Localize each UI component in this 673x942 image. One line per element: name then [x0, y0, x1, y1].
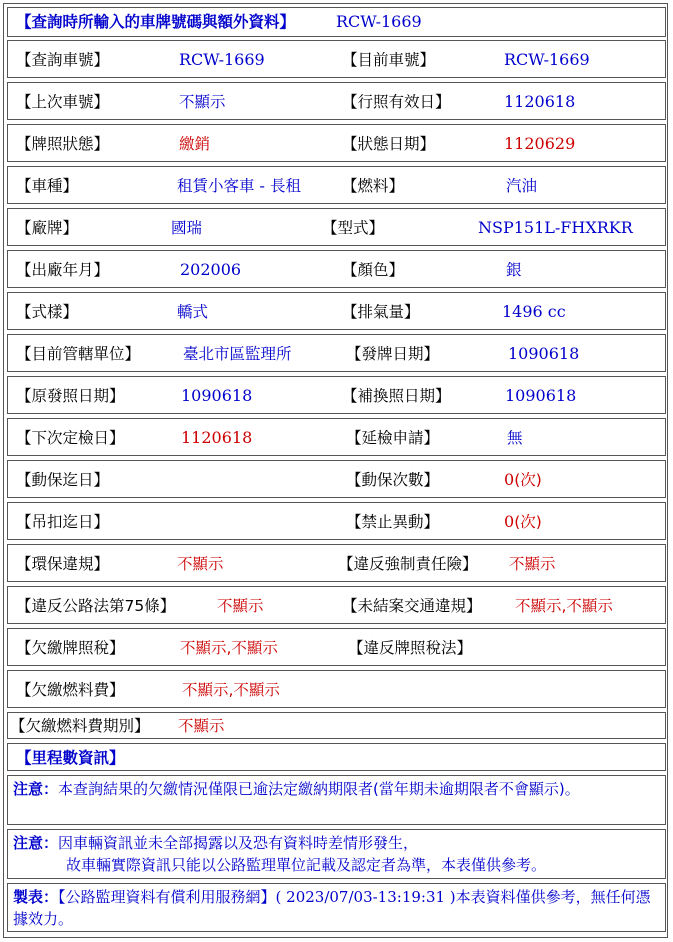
field-label: 【式樣】: [16, 303, 79, 321]
field-value: 202006: [180, 260, 242, 279]
field-label: 【欠繳燃料費】: [16, 681, 125, 699]
info-row: [7, 334, 666, 372]
field-label: 【禁止異動】: [346, 513, 440, 531]
info-row: [7, 544, 666, 582]
note-line: 因車輛資訊並未全部揭露以及恐有資料時差情形發生，: [58, 834, 419, 852]
field-label: 【補換照日期】: [342, 387, 451, 405]
field-value: 1090618: [505, 386, 577, 405]
field-value: 臺北市區監理所: [183, 345, 292, 363]
info-row: [7, 376, 666, 414]
field-value: 轎式: [177, 303, 209, 321]
field-value: 無: [507, 429, 523, 447]
field-value: 汽油: [506, 177, 538, 195]
info-row: [7, 250, 666, 288]
count-value: 0: [504, 470, 515, 489]
field-label: 【狀態日期】: [342, 135, 436, 153]
footer-prefix: 製表：: [13, 888, 59, 906]
field-label: 【型式】: [322, 219, 385, 237]
info-row: [7, 418, 666, 456]
footer-source: 【公路監理資料有償利用服務網】: [58, 888, 276, 906]
footer-text: [13, 886, 661, 930]
header-title: 【查詢時所輸入的車牌號碼與額外資料】: [16, 13, 296, 31]
info-row: [7, 208, 666, 246]
field-label: 【上次車號】: [16, 93, 110, 111]
info-row: [7, 502, 666, 540]
field-label: 【違反牌照稅法】: [348, 639, 473, 657]
note-prefix: 注意：: [13, 834, 59, 852]
field-label: 【車種】: [16, 177, 79, 195]
field-label: 【查詢車號】: [16, 51, 110, 69]
field-label: 【違反公路法第75條】: [16, 597, 176, 615]
field-label: 【顏色】: [342, 261, 405, 279]
field-value: [504, 470, 542, 490]
field-label: 【目前車號】: [342, 51, 436, 69]
info-row: [7, 712, 666, 739]
field-label: 【燃料】: [342, 177, 405, 195]
count-unit: (次): [514, 471, 542, 489]
field-label: 【下次定檢日】: [16, 429, 125, 447]
field-value: 繳銷: [179, 135, 211, 153]
header-plate: RCW-1669: [336, 12, 422, 31]
field-value: 不顯示: [217, 597, 264, 615]
field-value: 1120618: [181, 428, 253, 447]
info-row: [7, 82, 666, 120]
field-value: 不顯示,不顯示: [515, 597, 613, 615]
mileage-title: 【里程數資訊】: [16, 749, 125, 767]
field-value: RCW-1669: [179, 50, 265, 69]
report-header: [7, 7, 666, 37]
field-value: 國瑞: [171, 219, 203, 237]
field-value: 不顯示,不顯示: [180, 639, 278, 657]
note-1: [7, 775, 666, 825]
field-value: RCW-1669: [504, 50, 590, 69]
info-row: [7, 292, 666, 330]
field-label: 【動保次數】: [346, 471, 440, 489]
note-prefix: 注意：: [13, 780, 59, 798]
note-line: 故車輛實際資訊只能以公路監理單位記載及認定者為準，本表僅供參考。: [66, 856, 547, 874]
field-label: 【違反強制責任險】: [338, 555, 478, 573]
field-value: 不顯示: [179, 93, 226, 111]
count-unit: (次): [514, 513, 542, 531]
field-value: [504, 512, 542, 532]
field-label: 【動保迄日】: [16, 471, 110, 489]
info-row: [7, 40, 666, 78]
info-row: [7, 460, 666, 498]
field-label: 【欠繳燃料費期別】: [10, 717, 150, 735]
field-value: 租賃小客車 - 長租: [177, 177, 301, 195]
field-label: 【發牌日期】: [346, 345, 440, 363]
field-label: 【出廠年月】: [16, 261, 110, 279]
field-value: 不顯示: [177, 555, 224, 573]
field-label: 【行照有效日】: [342, 93, 451, 111]
footer-timestamp: ( 2023/07/03-13:19:31 ): [275, 888, 456, 906]
note-body: 本查詢結果的欠繳情況僅限已逾法定繳納期限者(當年期未逾期限者不會顯示)。: [58, 780, 580, 798]
field-value: 1120618: [504, 92, 576, 111]
field-label: 【牌照狀態】: [16, 135, 110, 153]
info-row: [7, 586, 666, 624]
field-label: 【欠繳牌照稅】: [16, 639, 125, 657]
field-label: 【廠牌】: [16, 219, 79, 237]
field-value: 不顯示: [178, 717, 225, 735]
note-2: [7, 829, 666, 879]
note-text: [13, 778, 661, 800]
report-footer: [7, 883, 666, 932]
mileage-section: [7, 743, 666, 771]
field-label: 【目前管轄單位】: [16, 345, 141, 363]
footer-disclaimer: 本表資料僅供參考，無任何憑據效力。: [13, 888, 651, 928]
field-label: 【延檢申請】: [346, 429, 440, 447]
info-row: [7, 628, 666, 666]
field-label: 【吊扣迄日】: [16, 513, 110, 531]
count-value: 0: [504, 512, 515, 531]
info-row: [7, 166, 666, 204]
field-value: 不顯示,不顯示: [182, 681, 280, 699]
note-text: [13, 832, 661, 876]
info-row: [7, 670, 666, 708]
field-label: 【原發照日期】: [16, 387, 125, 405]
field-label: 【排氣量】: [342, 303, 420, 321]
info-row: [7, 124, 666, 162]
field-value: 1120629: [504, 134, 576, 153]
field-label: 【未結案交通違規】: [342, 597, 482, 615]
field-value: 不顯示: [509, 555, 556, 573]
field-value: 1496 cc: [502, 302, 566, 321]
field-label: 【環保違規】: [16, 555, 110, 573]
field-value: 銀: [506, 261, 522, 279]
field-value: 1090618: [181, 386, 253, 405]
field-value: 1090618: [508, 344, 580, 363]
field-value: NSP151L-FHXRKR: [478, 218, 633, 237]
